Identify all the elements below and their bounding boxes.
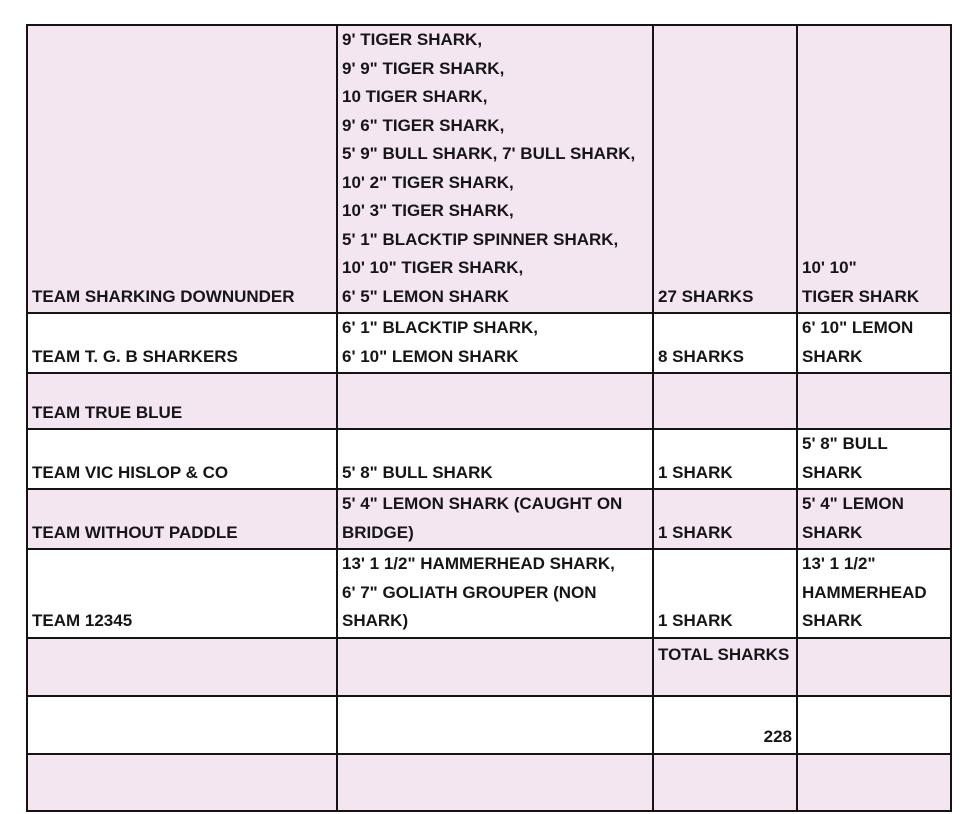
team-name-cell: TEAM WITHOUT PADDLE	[27, 489, 337, 549]
empty-cell	[797, 696, 951, 754]
biggest-shark-cell: 13' 1 1/2" HAMMERHEAD SHARK	[797, 549, 951, 638]
catches-cell: 6' 1" BLACKTIP SHARK, 6' 10" LEMON SHARK	[337, 313, 653, 373]
shark-count-cell: 1 SHARK	[653, 549, 797, 638]
results-table	[26, 24, 952, 812]
table-row	[27, 373, 951, 429]
biggest-shark-cell: 5' 4" LEMON SHARK	[797, 489, 951, 549]
table-row	[27, 754, 951, 811]
table-row	[27, 25, 951, 313]
table-row	[27, 696, 951, 754]
empty-cell	[337, 696, 653, 754]
table-row	[27, 313, 951, 373]
empty-cell	[337, 754, 653, 811]
empty-cell	[337, 638, 653, 696]
team-name-cell: TEAM T. G. B SHARKERS	[27, 313, 337, 373]
table-row	[27, 638, 951, 696]
catches-cell	[337, 373, 653, 429]
shark-count-cell: 1 SHARK	[653, 429, 797, 489]
empty-cell	[797, 754, 951, 811]
catches-cell: 5' 4" LEMON SHARK (CAUGHT ON BRIDGE)	[337, 489, 653, 549]
empty-cell	[27, 754, 337, 811]
table-row	[27, 429, 951, 489]
team-name-cell: TEAM 12345	[27, 549, 337, 638]
team-name-cell: TEAM VIC HISLOP & CO	[27, 429, 337, 489]
shark-count-cell: 1 SHARK	[653, 489, 797, 549]
biggest-shark-cell	[797, 373, 951, 429]
catches-cell: 9' TIGER SHARK, 9' 9" TIGER SHARK, 10 TIGER SHARK, 9' 6" TIGER SHARK, 5' 9" BULL SHARK, 7' BULL SHARK, 10' 2" TIGER SHARK, 10' 3" TIGER SHARK, 5' 1" BLACKTIP SPINNER SHARK, 10' 10" TIGER SHARK, 6' 5" LEMON SHARK	[337, 25, 653, 313]
catches-cell: 5' 8" BULL SHARK	[337, 429, 653, 489]
total-label-cell: TOTAL SHARKS	[653, 638, 797, 696]
shark-count-cell: 8 SHARKS	[653, 313, 797, 373]
empty-cell	[653, 754, 797, 811]
empty-cell	[27, 696, 337, 754]
empty-cell	[27, 638, 337, 696]
table-row	[27, 489, 951, 549]
table-row	[27, 549, 951, 638]
shark-count-cell: 27 SHARKS	[653, 25, 797, 313]
biggest-shark-cell: 6' 10" LEMON SHARK	[797, 313, 951, 373]
empty-cell	[797, 638, 951, 696]
shark-count-cell	[653, 373, 797, 429]
total-value-cell: 228	[653, 696, 797, 754]
team-name-cell: TEAM SHARKING DOWNUNDER	[27, 25, 337, 313]
biggest-shark-cell: 10' 10" TIGER SHARK	[797, 25, 951, 313]
catches-cell: 13' 1 1/2" HAMMERHEAD SHARK, 6' 7" GOLIATH GROUPER (NON SHARK)	[337, 549, 653, 638]
biggest-shark-cell: 5' 8" BULL SHARK	[797, 429, 951, 489]
team-name-cell: TEAM TRUE BLUE	[27, 373, 337, 429]
